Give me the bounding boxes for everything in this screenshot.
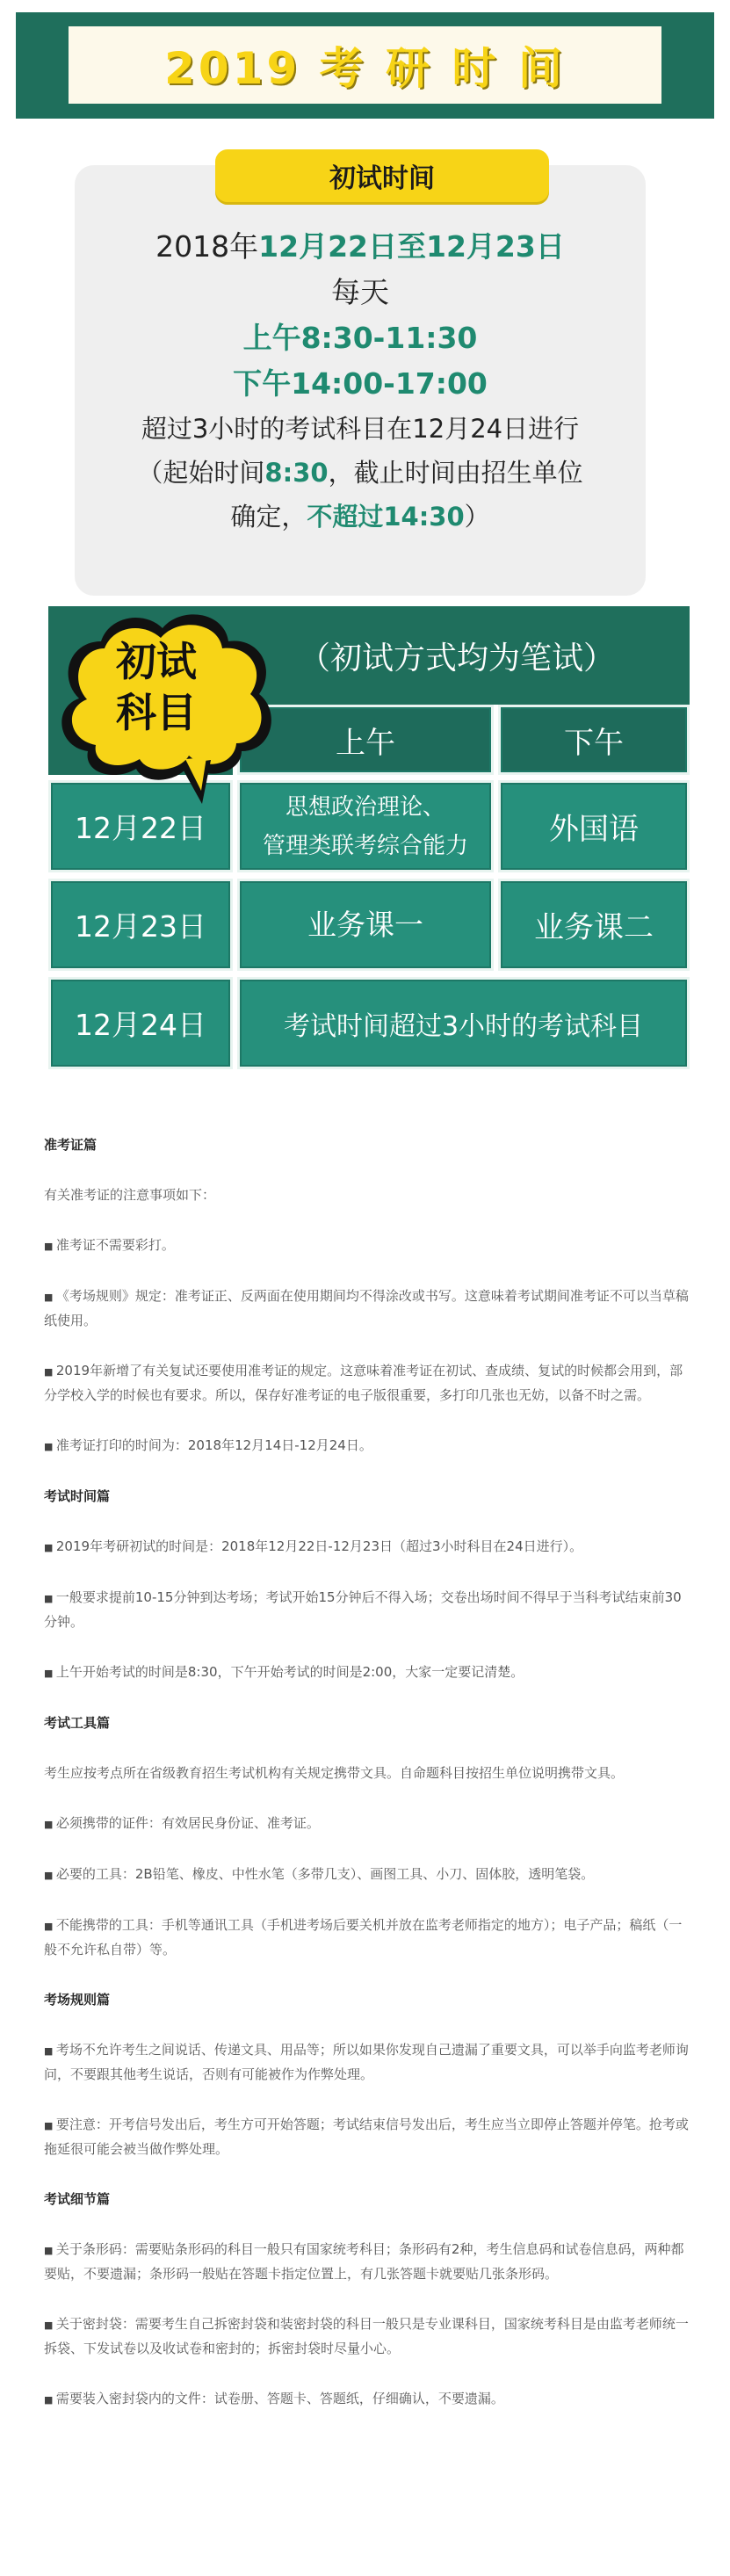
section-details-title: 考试细节篇 (44, 2191, 111, 2207)
rules-bullet-2: ■ 要注意：开考信号发出后，考生方可开始答题；考试结束信号发出后，考生应当立即停止答题并停笔。抢考或拖延很可能会被当做作弊处理。 (44, 2113, 694, 2161)
banner-title: 2019 考 研 时 间 (164, 43, 566, 94)
start-time-prefix: （起始时间 (137, 458, 265, 488)
details-bullet-1: ■ 关于条形码：需要贴条形码的科目一般只有国家统考科目；条形码有2种，考生信息码和试卷信息码，两种都要贴，不要遗漏；条形码一般贴在答题卡指定位置上，有几张答题卡就要贴几张条形码。 (44, 2238, 694, 2286)
end-time-prefix: 确定， (230, 502, 307, 532)
end-time-note (75, 495, 646, 539)
start-time-suffix: ，截止时间由招生单位 (328, 458, 583, 488)
subjects-table (48, 606, 690, 1094)
start-time-note (75, 451, 646, 495)
rules-bullet-1: ■ 考场不允许考生之间说话、传递文具、用品等；所以如果你发现自己遗漏了重要文具，可以举手向监考老师询问，不要跟其他考生说话，否则有可能被作为作弊处理。 (44, 2038, 694, 2087)
row2-pm: 业务课二 (498, 879, 690, 971)
row2-date: 12月23日 (48, 879, 233, 971)
time-bullet-3: ■ 上午开始考试的时间是8:30，下午开始考试的时间是2:00，大家一定要记清楚。 (44, 1661, 694, 1685)
row1-am-line1: 思想政治理论、 (285, 793, 445, 821)
subjects-badge-text (90, 636, 222, 738)
end-time-suffix: ） (464, 502, 490, 532)
first-exam-time-lines (75, 224, 646, 539)
row1-am-line2: 管理类联考综合能力 (262, 832, 468, 859)
row2-am: 业务课一 (237, 879, 494, 971)
section-tools-intro: 考生应按考点所在省级教育招生考试机构有关规定携带文具。自命题科目按招生单位说明携带文具。 (44, 1765, 625, 1781)
details-bullet-3: ■ 需要装入密封袋内的文件：试卷册、答题卡、答题纸，仔细确认，不要遗漏。 (44, 2387, 694, 2412)
section-time-title: 考试时间篇 (44, 1488, 111, 1504)
time-bullet-2: ■ 一般要求提前10-15分钟到达考场；考试开始15分钟后不得入场；交卷出场时间不得早于当科考试结束前30分钟。 (44, 1586, 694, 1634)
admission-bullet-4: ■ 准考证打印的时间为：2018年12月14日-12月24日。 (44, 1434, 694, 1458)
article (44, 1133, 694, 2438)
banner (16, 12, 714, 119)
tools-bullet-2: ■ 必要的工具：2B铅笔、橡皮、中性水笔（多带几支）、画图工具、小刀、固体胶，透明笔袋。 (44, 1863, 694, 1887)
row3-date: 12月24日 (48, 977, 233, 1069)
admission-bullet-2: ■ 《考场规则》规定：准考证正、反两面在使用期间均不得涂改或书写。这意味着考试期间准考证不可以当草稿纸使用。 (44, 1284, 694, 1333)
admission-bullet-3: ■ 2019年新增了有关复试还要使用准考证的规定。这意味着准考证在初试、查成绩、复试的时候都会用到，部分学校入学的时候也有要求。所以，保存好准考证的电子版很重要，多打印几张也无妨，以备不时之需。 (44, 1359, 694, 1407)
badge-line2: 科目 (116, 689, 197, 736)
subjects-mode-note: （初试方式均为笔试） (298, 640, 615, 677)
section-admission-title: 准考证篇 (44, 1137, 98, 1153)
banner-inner (69, 26, 661, 104)
admission-bullet-1: ■ 准考证不需要彩打。 (44, 1234, 694, 1258)
tools-bullet-1: ■ 必须携带的证件：有效居民身份证、准考证。 (44, 1812, 694, 1836)
section-admission-intro: 有关准考证的注意事项如下： (44, 1187, 216, 1203)
section-rules-title: 考场规则篇 (44, 1992, 111, 2008)
daily-line: 每天 (331, 275, 389, 309)
exam-date-range: 12月22日至12月23日 (258, 229, 565, 264)
section-tools-title: 考试工具篇 (44, 1715, 111, 1731)
exam-date-line (75, 224, 646, 270)
end-time-value: 不超过14:30 (307, 502, 465, 532)
first-exam-time-pill: 初试时间 (215, 149, 549, 202)
time-bullet-1: ■ 2019年考研初试的时间是：2018年12月22日-12月23日（超过3小时科目在24日进行）。 (44, 1535, 694, 1559)
details-bullet-2: ■ 关于密封袋：需要考生自己拆密封袋和装密封袋的科目一般只是专业课科目，国家统考科目是由监考老师统一拆袋、下发试卷以及收试卷和密封的；拆密封袋时尽量小心。 (44, 2312, 694, 2361)
row1-date: 12月22日 (48, 780, 233, 872)
afternoon-time: 下午14:00-17:00 (233, 366, 488, 401)
row3-wide: 考试时间超过3小时的考试科目 (237, 977, 690, 1069)
badge-line1: 初试 (116, 638, 197, 685)
tools-bullet-3: ■ 不能携带的工具：手机等通讯工具（手机进考场后要关机并放在监考老师指定的地方）；电子产品；稿纸（一般不允许私自带）等。 (44, 1914, 694, 1962)
pm-header: 下午 (498, 705, 690, 775)
exam-date-prefix: 2018年 (155, 229, 259, 264)
long-exam-note: 超过3小时的考试科目在12月24日进行 (141, 414, 580, 444)
start-time-value: 8:30 (264, 458, 329, 488)
subjects-badge (48, 606, 294, 808)
am-header: 上午 (237, 705, 494, 775)
row1-pm: 外国语 (498, 780, 690, 872)
morning-time: 上午8:30-11:30 (242, 321, 478, 355)
